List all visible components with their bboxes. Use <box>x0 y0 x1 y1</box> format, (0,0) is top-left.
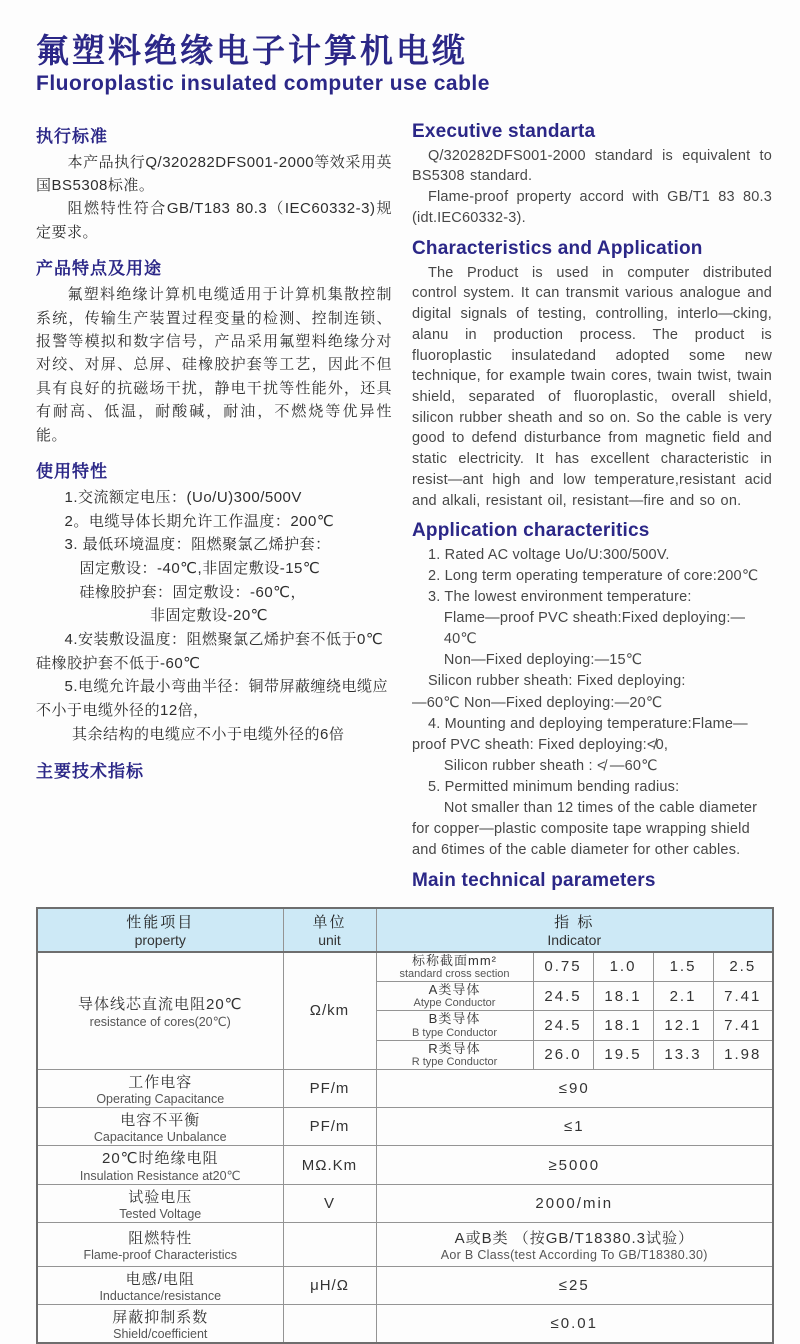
table-cell: 24.5 <box>533 1011 593 1040</box>
table-cell <box>376 1223 773 1267</box>
header-indicator-en: Indicator <box>547 932 602 949</box>
application-item: 4. Mounting and deploying temperature:Flame—proof PVC sheath: Fixed deploying:≮0, <box>412 715 748 753</box>
header-property <box>37 908 283 952</box>
cell-property-resistance <box>37 952 283 1070</box>
table-cell: 19.5 <box>593 1040 653 1069</box>
header-unit-en: unit <box>318 932 341 949</box>
table-cell: ≤1 <box>376 1108 773 1146</box>
property-resistance-en: resistance of cores(20℃) <box>89 1014 231 1029</box>
exec-standard-paragraph-2-en: Flame-proof property accord with GB/T1 83 80.3 (idt.IEC60332-3). <box>412 189 772 226</box>
cell-property <box>37 1185 283 1223</box>
table-cell: 7.41 <box>713 1011 773 1040</box>
table-header-row <box>37 908 773 952</box>
application-item: —60℃ Non—Fixed deploying:—20℃ <box>412 694 663 711</box>
application-item: 1. Rated AC voltage Uo/U:300/500V. <box>427 547 670 564</box>
exec-standard-paragraph-2-zh: 阻燃特性符合GB/T183 80.3（IEC60332-3)规定要求。 <box>36 200 392 241</box>
table-cell: ≤0.01 <box>376 1305 773 1344</box>
property-zh: 电感/电阻 <box>125 1271 195 1289</box>
cell-unit: μH/Ω <box>283 1267 376 1305</box>
header-indicator <box>376 908 773 952</box>
application-item: 3. The lowest environment temperature: <box>427 589 692 606</box>
cell-unit: PF/m <box>283 1070 376 1108</box>
table-row-flame-proof <box>37 1223 773 1267</box>
property-zh: 试验电压 <box>128 1189 193 1207</box>
table-row-cross-section <box>37 952 773 982</box>
sublabel-en: Atype Conductor <box>413 997 496 1010</box>
property-en: Shield/coefficient <box>113 1327 208 1342</box>
exec-standard-heading-zh: 执行标准 <box>36 126 108 146</box>
characteristics-paragraph-en: The Product is used in computer distributed control system. It can transmit various analogue and digital signals of testing, controlling, interlo—cking, alanu in production process. The product is fluoroplastic insulatedand adopted some new technique, for example twain cores, twain twist, twain shield, separated of fluoroplastic, overall shield, silicon rubber sheath and so on. So the cable is very good to defend disturbance from magnetic field and static electricity. It has excellent characteristic in resist—ant high and low temperature,resistant acid and alkali, resistant oil, resistant—fire and so on. <box>412 264 772 509</box>
usage-item: 固定敷设：-40℃,非固定敷设-15℃ <box>79 560 321 577</box>
table-cell: 1.98 <box>713 1040 773 1069</box>
cell-unit: MΩ.Km <box>283 1146 376 1185</box>
application-item: Non—Fixed deploying:—15℃ <box>443 652 643 669</box>
sublabel-zh: R类导体 <box>428 1040 481 1056</box>
table-cell: 1.5 <box>653 952 713 982</box>
cell-property <box>37 1267 283 1305</box>
cell-property <box>37 1223 283 1267</box>
property-en: Tested Voltage <box>119 1207 202 1222</box>
property-zh: 屏蔽抑制系数 <box>112 1309 209 1327</box>
flame-class-zh: A或B类 （按GB/T18380.3试验） <box>454 1230 694 1248</box>
header-unit-zh: 单位 <box>312 914 347 932</box>
page-title-zh: 氟塑料绝缘电子计算机电缆 <box>36 32 468 69</box>
table-cell: 2.5 <box>713 952 773 982</box>
usage-item: 硅橡胶护套：固定敷设：-60℃， <box>79 583 307 601</box>
application-item: 5. Permitted minimum bending radius: <box>427 778 680 795</box>
usage-heading-zh: 使用特性 <box>36 461 108 481</box>
sublabel-en: R type Conductor <box>411 1056 498 1069</box>
main-parameters-heading-en: Main technical parameters <box>412 869 656 891</box>
table-cell: 12.1 <box>653 1011 713 1040</box>
characteristics-heading-en: Characteristics and Application <box>412 237 703 259</box>
flame-class-en: Aor B Class(test According To GB/T18380.30) <box>440 1248 708 1263</box>
usage-item: 4.安装敷设温度：阻燃聚氯乙烯护套不低于0℃硅橡胶护套不低于-60℃ <box>36 631 384 672</box>
exec-standard-paragraph-1-zh: 本产品执行Q/320282DFS001-2000等效采用英国BS5308标准。 <box>36 153 392 195</box>
property-en: Operating Capacitance <box>96 1092 225 1107</box>
cell-property <box>37 1108 283 1146</box>
header-property-en: property <box>134 932 186 949</box>
table-row-insulation-resistance <box>37 1146 773 1185</box>
application-item: 2. Long term operating temperature of core:200℃ <box>427 568 759 585</box>
cell-unit <box>283 1223 376 1267</box>
page-title-en: Fluoroplastic insulated computer use cable <box>36 71 490 95</box>
left-column <box>36 112 392 895</box>
exec-standard-paragraph-1-en: Q/320282DFS001-2000 standard is equivalent to BS5308 standard. <box>412 147 772 185</box>
features-heading-zh: 产品特点及用途 <box>36 259 162 279</box>
usage-item: 其余结构的电缆应不小于电缆外径的6倍 <box>72 725 345 743</box>
property-zh: 电容不平衡 <box>120 1112 201 1130</box>
cell-property <box>37 1070 283 1108</box>
property-zh: 工作电容 <box>128 1074 193 1092</box>
cell-sublabel <box>376 982 533 1011</box>
application-item: Silicon rubber sheath: Fixed deploying: <box>427 673 686 690</box>
main-parameters-heading-zh: 主要技术指标 <box>36 761 144 781</box>
table-cell: ≥5000 <box>376 1146 773 1185</box>
application-item: Flame—proof PVC sheath:Fixed deploying:—40℃ <box>443 610 746 648</box>
cell-unit <box>283 1305 376 1344</box>
sublabel-en: B type Conductor <box>412 1026 497 1039</box>
application-heading-en: Application characteritics <box>412 520 650 542</box>
table-row-operating-capacitance <box>37 1070 773 1108</box>
usage-item: 2。电缆导体长期允许工作温度：200℃ <box>64 512 335 530</box>
table-cell: 0.75 <box>533 952 593 982</box>
exec-standard-heading-en: Executive standarta <box>412 120 596 142</box>
sublabel-zh: A类导体 <box>428 982 481 998</box>
table-cell: 26.0 <box>533 1040 593 1069</box>
application-item: Silicon rubber sheath : ≮ —60℃ <box>443 757 658 774</box>
cell-property <box>37 1146 283 1185</box>
property-en: Capacitance Unbalance <box>93 1130 227 1145</box>
cell-sublabel <box>376 952 533 982</box>
application-item: Not smaller than 12 times of the cable diameter for copper—plastic composite tape wrapping shield and 6times of the cable diameter for other cables. <box>412 799 758 858</box>
property-zh: 阻燃特性 <box>128 1230 193 1248</box>
header-property-zh: 性能项目 <box>126 914 195 932</box>
table-row-inductance-resistance <box>37 1267 773 1305</box>
two-column-body <box>36 112 772 895</box>
table-row-tested-voltage <box>37 1185 773 1223</box>
cell-sublabel <box>376 1040 533 1069</box>
table-cell: ≤90 <box>376 1070 773 1108</box>
usage-item: 5.电缆允许最小弯曲半径：铜带屏蔽缠绕电缆应不小于电缆外径的12倍， <box>36 678 389 720</box>
property-resistance-zh: 导体线芯直流电阻20℃ <box>77 995 243 1013</box>
property-zh: 20℃时绝缘电阻 <box>101 1150 219 1168</box>
features-paragraph-zh: 氟塑料绝缘计算机电缆适用于计算机集散控制系统，传输生产装置过程变量的检测、控制连锁、报警等模拟和数字信号，产品采用氟塑料绝缘分对对绞、对屏、总屏、硅橡胶护套等工艺，因此不但具有良好的抗磁场干扰，静电干扰等性能外，还具有耐高、低温，耐酸碱，耐油，不燃烧等优异性能。 <box>36 286 392 444</box>
property-en: Flame-proof Characteristics <box>83 1248 237 1263</box>
sublabel-zh: B类导体 <box>428 1011 481 1027</box>
property-en: Inductance/resistance <box>99 1289 222 1304</box>
cell-property <box>37 1305 283 1344</box>
table-row-shield-coefficient <box>37 1305 773 1344</box>
usage-item: 3. 最低环境温度：阻燃聚氯乙烯护套： <box>64 536 331 554</box>
table-cell: 24.5 <box>533 982 593 1011</box>
property-en: Insulation Resistance at20℃ <box>79 1169 241 1184</box>
table-cell: ≤25 <box>376 1267 773 1305</box>
cell-unit: V <box>283 1185 376 1223</box>
usage-list-zh <box>36 486 392 747</box>
technical-parameters-table <box>36 907 774 1344</box>
right-column <box>412 112 772 895</box>
header-indicator-zh: 指 标 <box>554 914 595 932</box>
table-cell: 18.1 <box>593 982 653 1011</box>
usage-item: 非固定敷设-20℃ <box>150 607 269 625</box>
table-cell: 7.41 <box>713 982 773 1011</box>
cell-unit-resistance: Ω/km <box>283 952 376 1070</box>
table-cell: 18.1 <box>593 1011 653 1040</box>
header-unit <box>283 908 376 952</box>
sublabel-en: standard cross section <box>399 967 510 980</box>
table-cell: 1.0 <box>593 952 653 982</box>
cell-sublabel <box>376 1011 533 1040</box>
sublabel-zh: 标称截面mm² <box>412 952 497 968</box>
table-cell: 2000/min <box>376 1185 773 1223</box>
table-cell: 2.1 <box>653 982 713 1011</box>
application-list-en <box>412 545 772 860</box>
table-row-capacitance-unbalance <box>37 1108 773 1146</box>
usage-item: 1.交流额定电压：(Uo/U)300/500V <box>64 488 302 506</box>
table-cell: 13.3 <box>653 1040 713 1069</box>
cell-unit: PF/m <box>283 1108 376 1146</box>
